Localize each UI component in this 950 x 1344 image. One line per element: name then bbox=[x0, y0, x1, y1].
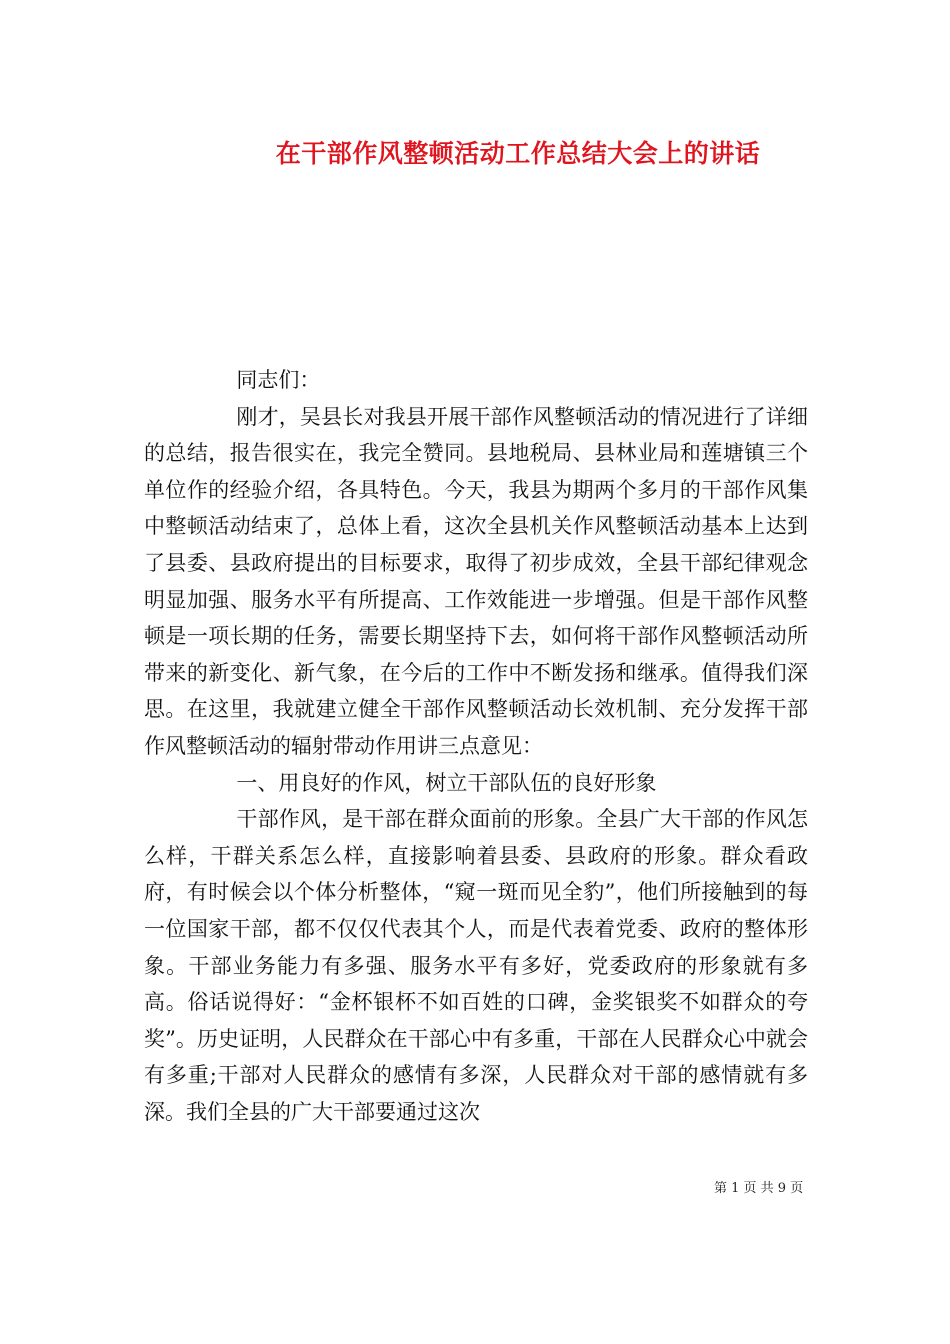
salutation: 同志们： bbox=[236, 368, 321, 392]
paragraph-intro: 刚才，吴县长对我县开展干部作风整顿活动的情况进行了详细的总结，报告很实在，我完全赞同。县地税局、县林业局和莲塘镇三个单位作的经验介绍，各具特色。今天，我县为期两个多月的干部作风集中整顿活动结束了，总体上看，这次全县机关作风整顿活动基本上达到了县委、县政府提出的目标要求，取得了初步成效，全县干部纪律观念明显加强、服务水平有所提高、工作效能进一步增强。但是干部作风整顿是一项长期的任务，需要长期坚持下去，如何将干部作风整顿活动所带来的新变化、新气象，在今后的工作中不断发扬和继承。值得我们深思。在这里，我就建立健全干部作风整顿活动长效机制、充分发挥干部作风整顿活动的辐射带动作用讲三点意见： bbox=[144, 404, 808, 758]
document-body bbox=[144, 362, 808, 1130]
section-heading-1: 一、用良好的作风，树立干部队伍的良好形象 bbox=[236, 770, 657, 795]
document-title: 在干部作风整顿活动工作总结大会上的讲话 bbox=[275, 139, 761, 168]
paragraph-section-1: 干部作风，是干部在群众面前的形象。全县广大干部的作风怎么样，干群关系怎么样，直接影响着县委、县政府的形象。群众看政府，有时候会以个体分析整体，“窥一斑而见全豹”，他们所接触到的每一位国家干部，都不仅仅代表其个人，而是代表着党委、政府的整体形象。干部业务能力有多强、服务水平有多好，党委政府的形象就有多高。俗话说得好：“金杯银杯不如百姓的口碑，金奖银奖不如群众的夸奖”。历史证明，人民群众在干部心中有多重，干部在人民群众心中就会有多重;干部对人民群众的感情有多深，人民群众对干部的感情就有多深。我们全县的广大干部要通过这次 bbox=[144, 807, 808, 1124]
page-number: 第 1 页 共 9 页 bbox=[714, 1181, 804, 1196]
